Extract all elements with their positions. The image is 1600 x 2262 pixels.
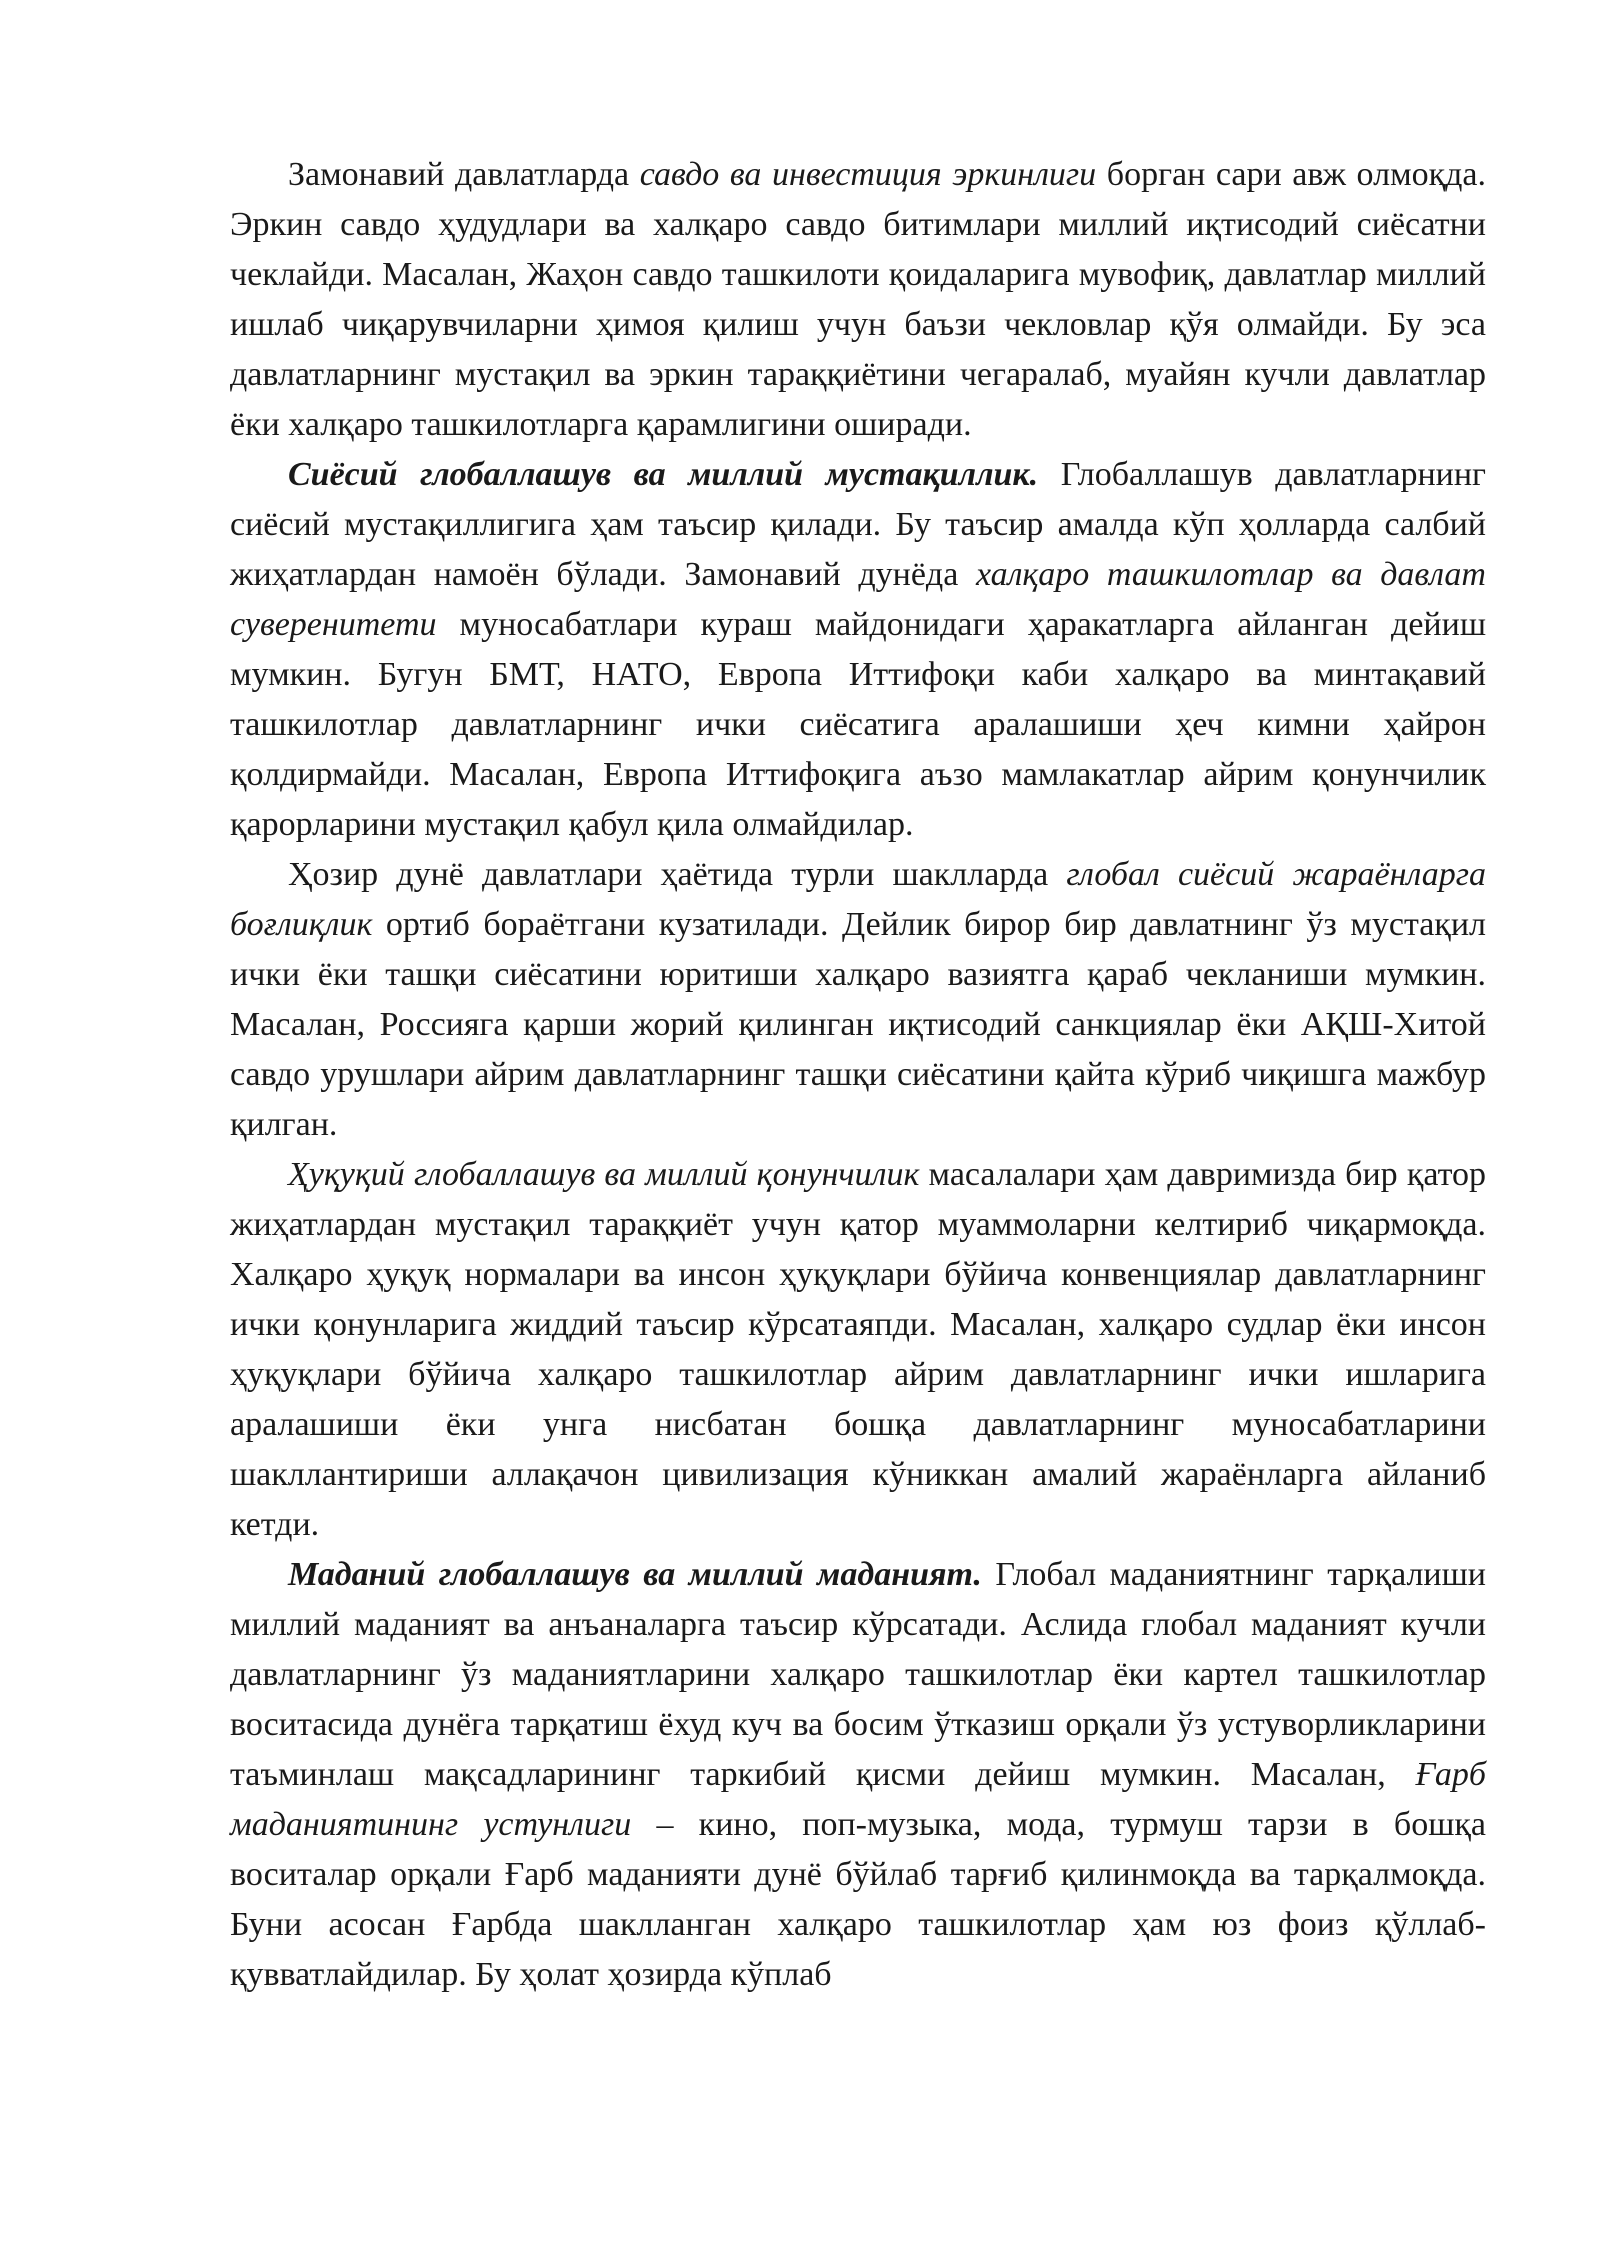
italic-term: Ғарб маданиятининг устунлиги	[230, 1756, 1486, 1843]
italic-term: халқаро ташкилотлар ва давлат суверенитети	[230, 556, 1486, 643]
paragraph-text: борган сари авж олмоқда. Эркин савдо ҳудудлари ва халқаро савдо битимлари миллий иқтисодий сиёсатни чеклайди. Масалан, Жаҳон савдо ташкилоти қоидаларига мувофиқ, давлатлар миллий ишлаб чиқарувчиларни ҳимоя қилиш учун баъзи чекловлар қўя олмайди. Бу эса давлатларнинг мустақил ва эркин тараққиётини чегаралаб, муайян кучли давлатлар ёки халқаро ташкилотларга қарамлигини оширади.	[230, 156, 1487, 443]
paragraph-text: Замонавий давлатларда	[288, 156, 640, 193]
paragraph-cultural-globalization	[230, 1550, 1486, 2000]
paragraph-text: – кино, поп-музыка, мода, турмуш тарзи в бошқа воситалар орқали Ғарб маданияти дунё бўйлаб тарғиб қилинмоқда ва тарқалмоқда. Буни асосан Ғарбда шаклланган халқаро ташкилотлар ҳам юз фоиз қўллаб-қувватлайдилар. Бу ҳолат ҳозирда кўплаб	[230, 1806, 1486, 1993]
section-heading: Сиёсий глобаллашув ва миллий мустақиллик.	[288, 456, 1039, 493]
italic-term: Ҳуқуқий глобаллашув ва миллий қонунчилик	[288, 1156, 920, 1193]
paragraph-trade-freedom	[230, 150, 1486, 450]
document-page	[230, 150, 1486, 2000]
paragraph-text: масалалари ҳам давримизда бир қатор жиҳатлардан мустақил тараққиёт учун қатор муаммоларни келтириб чиқармоқда. Халқаро ҳуқуқ нормалари ва инсон ҳуқуқлари бўйича конвенциялар давлатларнинг ички қонунларига жиддий таъсир кўрсатаяпди. Масалан, халқаро судлар ёки инсон ҳуқуқлари бўйича халқаро ташкилотлар айрим давлатларнинг ички ишларига аралашиши ёки унга нисбатан бошқа давлатларнинг муносабатларини шакллантириши аллақачон цивилизация кўниккан амалий жараёнларга айланиб кетди.	[230, 1156, 1486, 1543]
paragraph-political-globalization	[230, 450, 1486, 850]
paragraph-global-dependence	[230, 850, 1486, 1150]
paragraph-text: Ҳозир дунё давлатлари ҳаётида турли шаклларда	[288, 856, 1067, 893]
paragraph-text: Глобаллашув давлатларнинг сиёсий мустақиллигига ҳам таъсир қилади. Бу таъсир амалда кўп ҳолларда салбий жиҳатлардан намоён бўлади. Замонавий дунёда	[230, 456, 1487, 593]
paragraph-legal-globalization	[230, 1150, 1486, 1550]
paragraph-text: Глобал маданиятнинг тарқалиши миллий маданият ва анъаналарга таъсир кўрсатади. Аслида глобал маданият кучли давлатларнинг ўз маданиятларини халқаро ташкилотлар ёки картел ташкилотлар воситасида дунёга тарқатиш ёхуд куч ва босим ўтказиш орқали ўз устуворликларини таъминлаш мақсадларининг таркибий қисми дейиш мумкин. Масалан,	[230, 1556, 1486, 1793]
italic-term: глобал сиёсий жараёнларга боғлиқлик	[230, 856, 1486, 943]
section-heading: Маданий глобаллашув ва миллий маданият.	[288, 1556, 982, 1593]
paragraph-text: ортиб бораётгани кузатилади. Дейлик бирор бир давлатнинг ўз мустақил ички ёки ташқи сиёсатини юритиши халқаро вазиятга қараб чекланиши мумкин. Масалан, Россияга қарши жорий қилинган иқтисодий санкциялар ёки АҚШ-Хитой савдо урушлари айрим давлатларнинг ташқи сиёсатини қайта кўриб чиқишга мажбур қилган.	[230, 906, 1486, 1143]
paragraph-text: муносабатлари кураш майдонидаги ҳаракатларга айланган дейиш мумкин. Бугун БМТ, НАТО, Европа Иттифоқи каби халқаро ва минтақавий ташкилотлар давлатларнинг ички сиёсатига аралашиши ҳеч кимни ҳайрон қолдирмайди. Масалан, Европа Иттифоқига аъзо мамлакатлар айрим қонунчилик қарорларини мустақил қабул қила олмайдилар.	[230, 606, 1486, 843]
italic-term: савдо ва инвестиция эркинлиги	[639, 156, 1097, 193]
